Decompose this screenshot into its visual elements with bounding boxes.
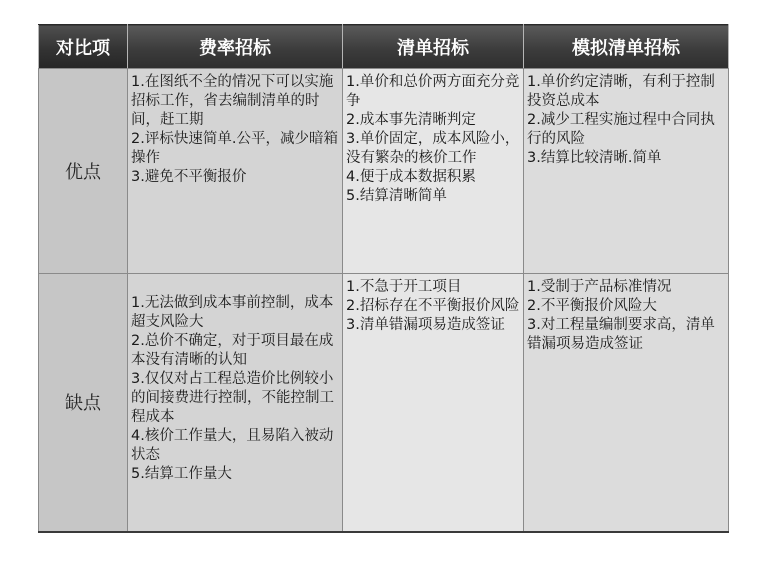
list-item: 2.不平衡报价风险大 xyxy=(527,298,657,314)
row-label-advantages: 优点 xyxy=(39,69,128,274)
list-item: 3.仅仅对占工程总造价比例较小的间接费进行控制，不能控制工程成本 xyxy=(131,371,334,425)
list-item: 3.结算比较清晰.简单 xyxy=(527,150,662,166)
list-item: 2.总价不确定，对于项目最在成本没有清晰的认知 xyxy=(131,333,334,368)
advantages-simulated-bill-cell xyxy=(524,69,729,274)
list-item: 3.对工程量编制要求高，清单错漏项易造成签证 xyxy=(527,317,715,352)
header-fee-rate-tender: 费率招标 xyxy=(128,25,343,69)
list-item: 5.结算工作量大 xyxy=(131,466,232,482)
disadvantages-bill-cell xyxy=(343,274,524,532)
list-item: 2.评标快速简单.公平，减少暗箱操作 xyxy=(131,131,338,166)
row-label-disadvantages: 缺点 xyxy=(39,274,128,532)
header-comparison-item: 对比项 xyxy=(39,25,128,69)
table-row-advantages xyxy=(39,69,729,274)
list-item: 1.受制于产品标准情况 xyxy=(527,279,672,295)
list-item: 1.不急于开工项目 xyxy=(346,279,462,295)
list-item: 3.单价固定，成本风险小，没有繁杂的核价工作 xyxy=(346,131,520,166)
list-item: 1.无法做到成本事前控制，成本超支风险大 xyxy=(131,295,334,330)
comparison-table xyxy=(38,24,729,533)
disadvantages-simulated-bill-cell xyxy=(524,274,729,532)
advantages-bill-cell xyxy=(343,69,524,274)
list-item: 1.单价约定清晰，有利于控制投资总成本 xyxy=(527,74,715,109)
disadvantages-fee-rate-cell xyxy=(128,274,343,532)
list-item: 3.清单错漏项易造成签证 xyxy=(346,317,505,333)
list-item: 1.在图纸不全的情况下可以实施招标工作，省去编制清单的时间，赶工期 xyxy=(131,74,334,128)
header-simulated-bill-tender: 模拟清单招标 xyxy=(524,25,729,69)
list-item: 2.成本事先清晰判定 xyxy=(346,112,476,128)
table-row-disadvantages xyxy=(39,274,729,532)
list-item: 3.避免不平衡报价 xyxy=(131,169,247,185)
list-item: 4.便于成本数据积累 xyxy=(346,169,476,185)
header-row xyxy=(39,25,729,69)
list-item: 1.单价和总价两方面充分竞争 xyxy=(346,74,520,109)
list-item: 4.核价工作量大，且易陷入被动状态 xyxy=(131,428,334,463)
list-item: 2.减少工程实施过程中合同执行的风险 xyxy=(527,112,715,147)
list-item: 2.招标存在不平衡报价风险 xyxy=(346,298,520,314)
list-item: 5.结算清晰简单 xyxy=(346,188,447,204)
header-bill-tender: 清单招标 xyxy=(343,25,524,69)
advantages-fee-rate-cell xyxy=(128,69,343,274)
